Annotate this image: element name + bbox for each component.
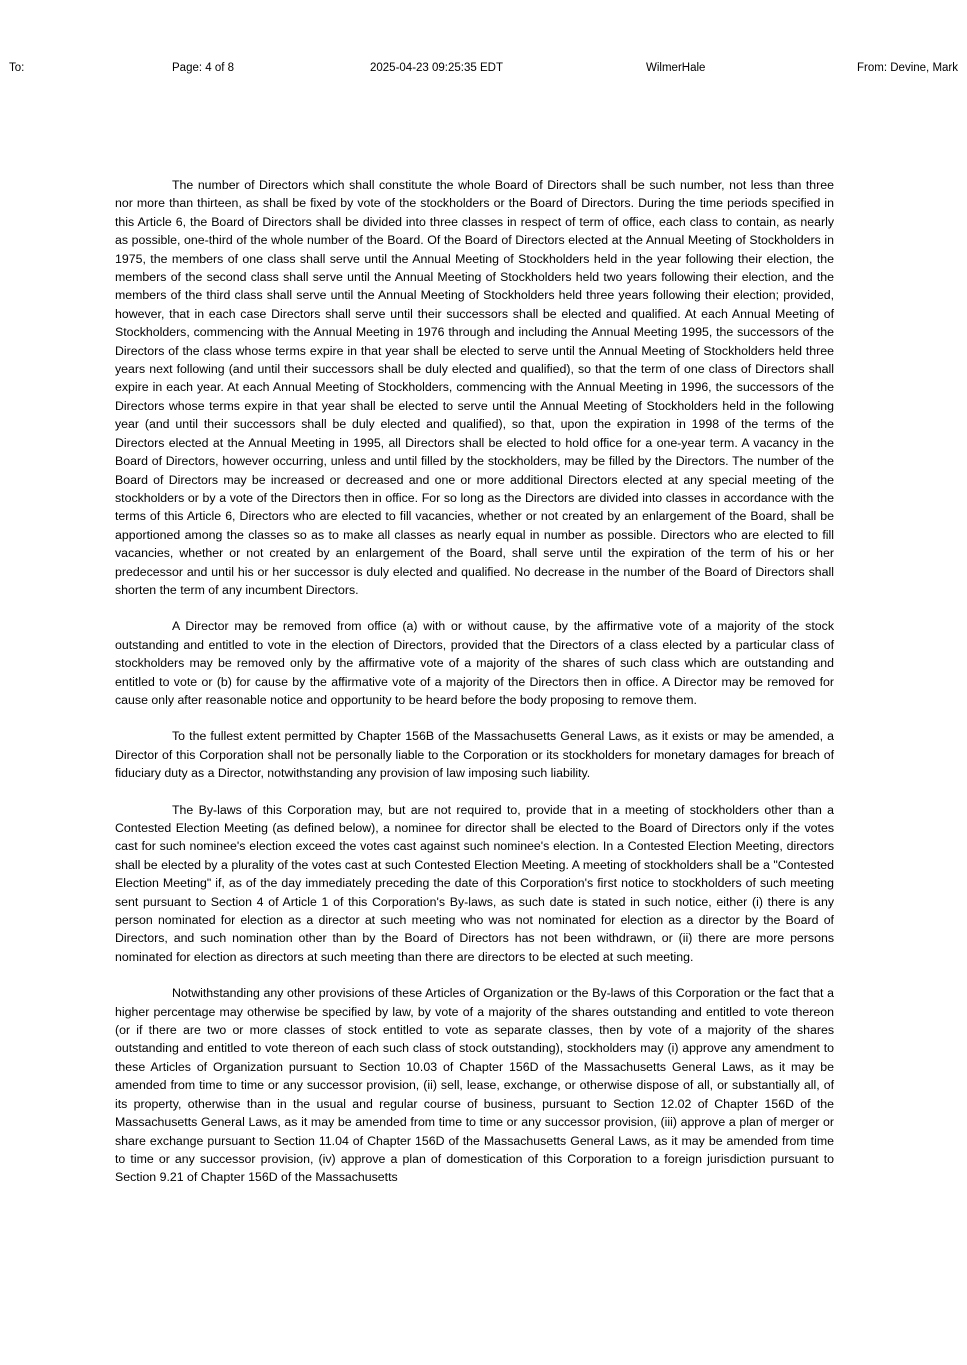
paragraph-contested-election: The By-laws of this Corporation may, but are not required to, provide that in a meeting of stockholders other than a Contested Election Meeting (as defined below), a nominee for director shall be elected to the Board of Directors only if the votes cast for such nominee's election exceed the votes cast against such nominee's election. In a Contested Election Meeting, directors shall be elected by a plurality of the votes cast at such Contested Election Meeting. A meeting of stockholders shall be a "Contested Election Meeting" if, as of the day immediately preceding the date of this Corporation's first notice to stockholders of such meeting sent pursuant to Section 4 of Article 1 of this Corporation's By-laws, as such date is stated in such notice, either (i) there is any person nominated for election as a director at such meeting who was not nominated for election as a director by the Board of Directors, and such nomination other than by the Board of Directors has not been withdrawn, or (ii) there are more persons nominated for election as directors at such meeting than there are directors to be elected at such meeting. <box>115 802 834 964</box>
paragraph-stockholder-vote: Notwithstanding any other provisions of these Articles of Organization or the By-laws of this Corporation or the fact that a higher percentage may otherwise be specified by law, by vote of a majority of the shares outstanding and entitled to vote thereon (or if there are two or more classes of stock entitled to vote as separate classes, then by vote of a majority of the shares outstanding and entitled to vote thereon of each such class of stock outstanding), stockholders may (i) approve any amendment to these Articles of Organization pursuant to Section 10.03 of Chapter 156D of the Massachusetts General Laws, as it may be amended from time to time or any successor provision, (ii) sell, lease, exchange, or otherwise dispose of all, or substantially all, of its property, otherwise than in the usual and regular course of business, pursuant to Section 12.02 of Chapter 156D of the Massachusetts General Laws, as it may be amended from time to time or any successor provision, (iii) approve a plan of merger or share exchange pursuant to Section 11.04 of Chapter 156D of the Massachusetts General Laws, as it may be amended from time to time or any successor provision, (iv) approve a plan of domestication of this Corporation to a foreign jurisdiction pursuant to Section 9.21 of Chapter 156D of the Massachusetts <box>115 986 834 1185</box>
document-body <box>115 176 834 1205</box>
paragraph-board-size-and-classes: The number of Directors which shall constitute the whole Board of Directors shall be such number, not less than three nor more than thirteen, as shall be fixed by vote of the stockholders or the Board of Directors. During the time periods specified in this Article 6, the Board of Directors shall be divided into three classes in respect of term of office, each class to contain, as nearly as possible, one-third of the whole number of the Board. Of the Board of Directors elected at the Annual Meeting of Stockholders in 1975, the members of one class shall serve until the Annual Meeting of Stockholders held in the year following their election, the members of the second class shall serve until the Annual Meeting of Stockholders held two years following their election, and the members of the third class shall serve until the Annual Meeting of Stockholders held three years following their election; provided, however, that in each case Directors shall serve until their successors shall be elected and qualified. At each Annual Meeting of Stockholders, commencing with the Annual Meeting in 1976 through and including the Annual Meeting 1995, the successors of the Directors of the class whose terms expire in that year shall be elected to serve until the Annual Meeting of Stockholders held three years next following (and until their successors shall be duly elected and qualified), so that the term of one class of Directors shall expire in each year. At each Annual Meeting of Stockholders, commencing with the Annual Meeting in 1996, the successors of the Directors whose terms expire in that year shall be elected to serve until the Annual Meeting of Stockholders held in the following year (and until their successors shall be duly elected and qualified), so that, upon the expiration in 1998 of the terms of the Directors elected at the Annual Meeting in 1995, all Directors shall be elected to hold office for a one-year term. A vacancy in the Board of Directors, however occurring, unless and until filled by the stockholders, may be filled by the Directors. The number of the Board of Directors may be increased or decreased and one or more additional Directors elected at any special meeting of the stockholders or by a vote of the Directors then in office. For so long as the Directors are divided into classes in accordance with the terms of this Article 6, Directors who are elected to fill vacancies, whether or not created by an enlargement of the Board, shall be apportioned among the classes so as to make all classes as nearly equal in number as possible. Directors who are elected to fill vacancies, whether or not created by an enlargement of the Board, shall serve until the expiration of the term of his or her predecessor and until his or her successor is duly elected and qualified. No decrease in the number of the Board of Directors shall shorten the term of any incumbent Directors. <box>115 178 834 597</box>
paragraph-director-liability: To the fullest extent permitted by Chapter 156B of the Massachusetts General Laws, as it exists or may be amended, a Director of this Corporation shall not be personally liable to the Corporation or its stockholders for monetary damages for breach of fiduciary duty as a Director, notwithstanding any provision of law imposing such liability. <box>115 729 834 781</box>
fax-header <box>0 60 967 76</box>
fax-to: To: <box>9 62 25 74</box>
fax-firm-name: WilmerHale <box>646 62 706 74</box>
fax-from: From: Devine, Mark <box>857 62 958 74</box>
fax-page-number: Page: 4 of 8 <box>172 62 235 74</box>
paragraph-director-removal: A Director may be removed from office (a) with or without cause, by the affirmative vote of a majority of the stock outstanding and entitled to vote in the election of Directors, provided that the Directors of a class elected by a particular class of stockholders may be removed only by the affirmative vote of a majority of the shares of such class which are outstanding and entitled to vote or (b) for cause by the affirmative vote of a majority of the Directors then in office. A Director may be removed for cause only after reasonable notice and opportunity to be heard before the body proposing to remove them. <box>115 619 834 707</box>
fax-timestamp: 2025-04-23 09:25:35 EDT <box>370 62 503 74</box>
